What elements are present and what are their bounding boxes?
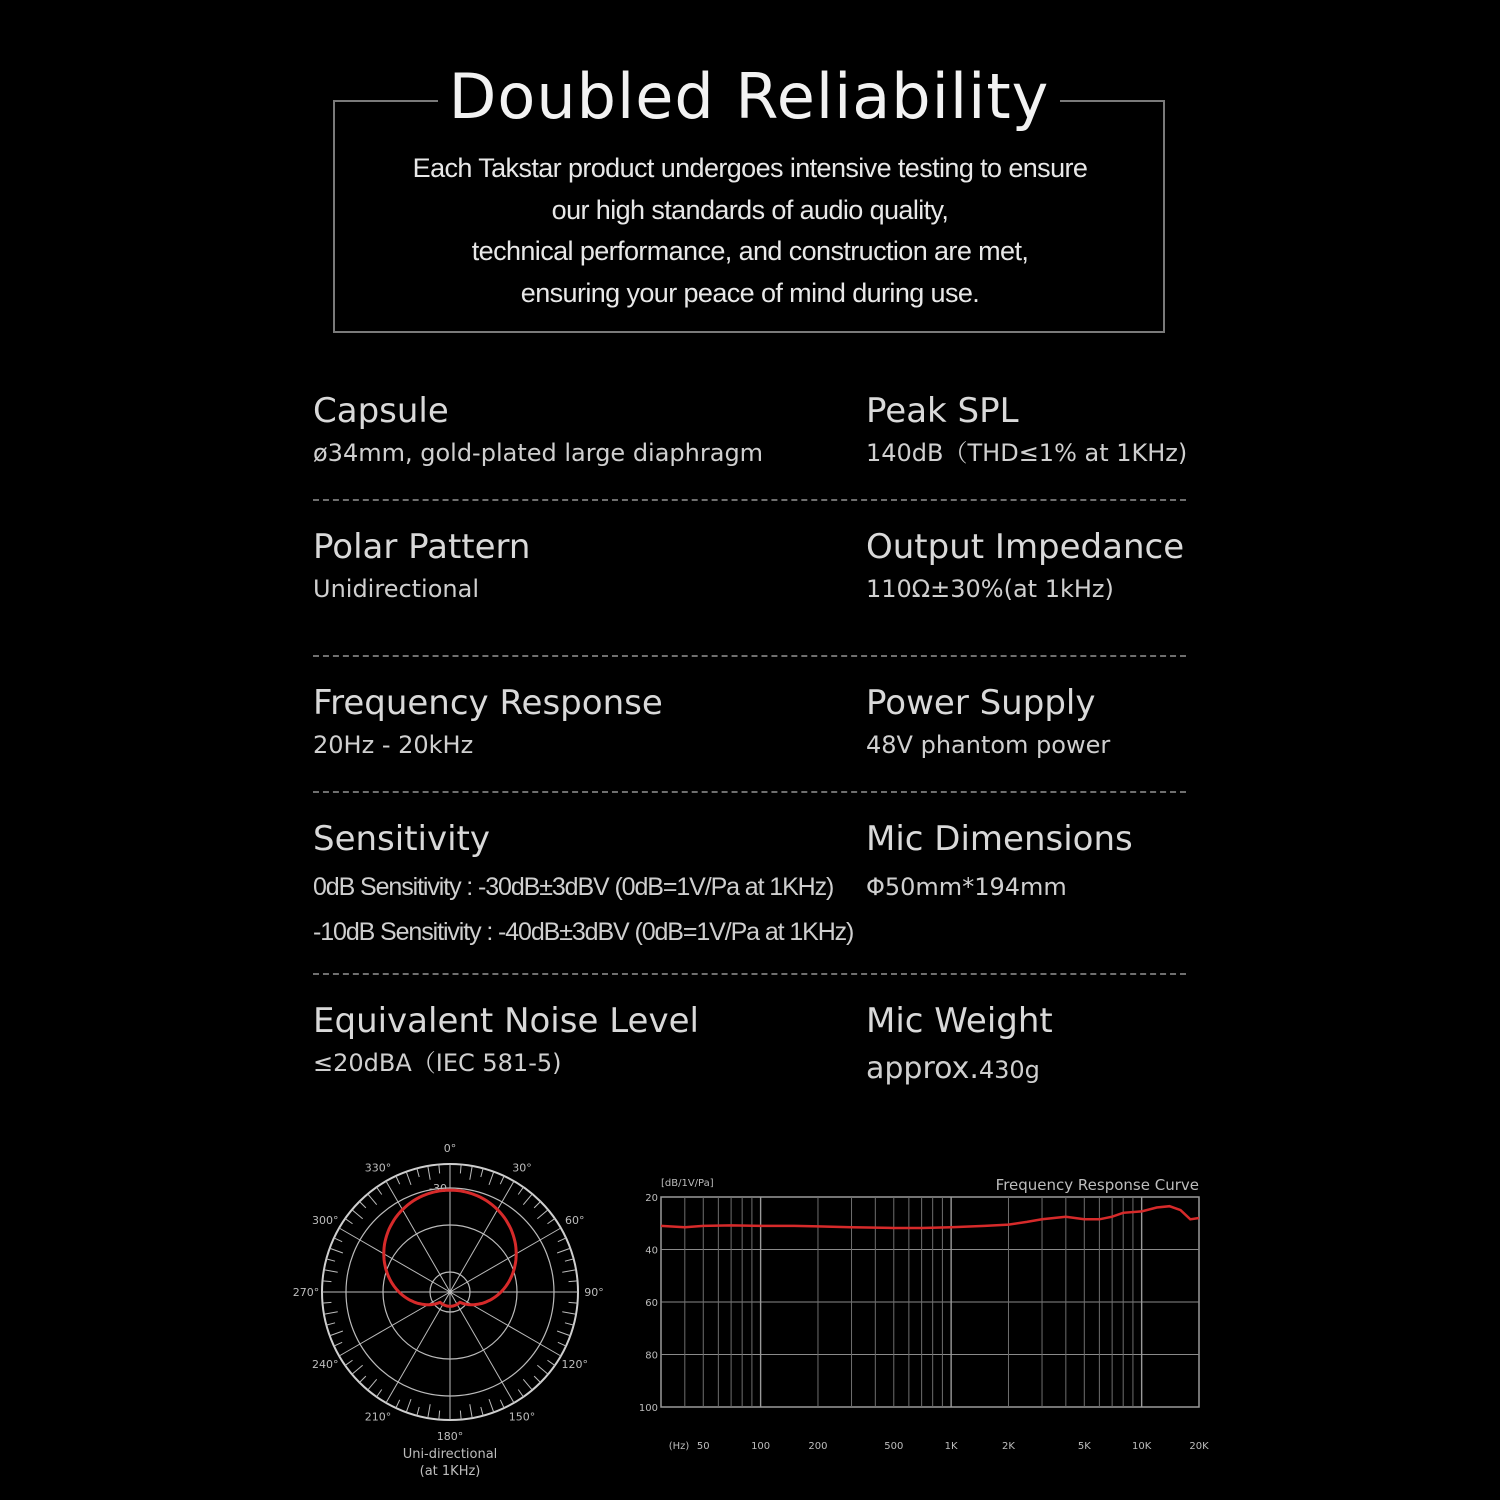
polar-tick (537, 1210, 548, 1219)
x-tick-label: 5K (1077, 1441, 1091, 1452)
polar-spoke (450, 1292, 540, 1344)
spec-noise-level (313, 995, 853, 1079)
polar-tick (417, 1407, 419, 1416)
polar-tick (489, 1172, 494, 1185)
spec-label: Polar Pattern (313, 527, 531, 567)
polar-radial-label: -30 (429, 1182, 447, 1195)
polar-caption: Uni-directional (402, 1447, 498, 1462)
polar-tick (406, 1399, 411, 1412)
spec-table (313, 385, 1186, 1105)
polar-tick (562, 1270, 576, 1272)
weight-amount: 430g (978, 1056, 1040, 1084)
polar-spoke (450, 1240, 540, 1292)
spec-value: 20Hz - 20kHz (313, 731, 474, 759)
polar-tick (339, 1344, 360, 1356)
spec-sensitivity (313, 813, 853, 955)
hero-description (360, 148, 1140, 314)
polar-tick (500, 1176, 504, 1184)
polar-tick (359, 1201, 365, 1207)
polar-tick (518, 1389, 523, 1396)
polar-tick (502, 1181, 514, 1202)
spec-value: -10dB Sensitivity : -40dB±3dBV (0dB=1V/Pa at 1KHz) (313, 918, 854, 946)
polar-tick (470, 1166, 472, 1180)
polar-tick (565, 1323, 574, 1325)
x-tick-label: 50 (696, 1441, 710, 1452)
polar-angle-label: 180° (436, 1430, 464, 1443)
polar-tick (330, 1248, 343, 1253)
polar-tick (569, 1281, 578, 1282)
polar-tick (460, 1411, 461, 1420)
spec-row (313, 521, 1186, 657)
polar-angle-label: 270° (292, 1286, 320, 1299)
spec-polar-pattern (313, 521, 853, 605)
x-tick-label: 1K (944, 1441, 958, 1452)
spec-label: Peak SPL (866, 391, 1019, 431)
spec-mic-weight (866, 995, 1196, 1092)
spec-power-supply (866, 677, 1196, 761)
polar-tick (547, 1360, 554, 1365)
x-axis-unit: (Hz) (668, 1441, 690, 1452)
polar-tick (359, 1376, 365, 1382)
polar-tick (540, 1344, 561, 1356)
polar-spoke (450, 1202, 502, 1292)
polar-angle-label: 240° (312, 1358, 339, 1371)
spec-label: Power Supply (866, 683, 1096, 723)
polar-tick (534, 1201, 540, 1207)
spec-label: Capsule (313, 391, 449, 431)
polar-tick (439, 1411, 440, 1420)
x-tick-label: 500 (884, 1441, 904, 1452)
spec-label: Sensitivity (313, 819, 491, 859)
polar-tick (406, 1172, 411, 1185)
spec-capsule (313, 385, 853, 469)
polar-tick (396, 1176, 400, 1184)
polar-tick (324, 1312, 338, 1314)
polar-tick (334, 1342, 342, 1346)
polar-angle-label: 210° (364, 1410, 392, 1424)
x-tick-label: 2K (1002, 1441, 1015, 1452)
x-tick-label: 10K (1132, 1441, 1152, 1452)
spec-value: 48V phantom power (866, 731, 1111, 759)
y-tick-label: 40 (645, 1245, 658, 1257)
polar-spoke (360, 1240, 450, 1292)
y-tick-label: 100 (638, 1403, 658, 1414)
spec-label: Equivalent Noise Level (313, 1001, 699, 1041)
polar-pattern-chart (280, 1140, 610, 1485)
polar-tick (460, 1164, 461, 1173)
polar-tick (565, 1259, 574, 1261)
polar-angle-label: 90° (584, 1286, 604, 1299)
hero-line: ensuring your peace of mind during use. (520, 277, 980, 308)
polar-tick (502, 1382, 514, 1403)
y-axis-unit: [dB/1V/Pa] (661, 1178, 714, 1189)
polar-angle-label: 150° (508, 1410, 536, 1424)
spec-label: Mic Dimensions (866, 819, 1133, 859)
polar-tick (334, 1238, 342, 1242)
spec-value (866, 1047, 1196, 1092)
polar-angle-label: 60° (564, 1214, 585, 1227)
polar-tick (324, 1270, 338, 1272)
polar-angle-label: 30° (512, 1161, 532, 1175)
polar-tick (377, 1389, 382, 1396)
spec-value: ≤20dBA（IEC 581-5) (313, 1049, 562, 1077)
spec-value: Unidirectional (313, 575, 479, 603)
y-tick-label: 80 (645, 1350, 658, 1362)
polar-tick (345, 1219, 352, 1224)
polar-tick (377, 1187, 382, 1194)
polar-tick (523, 1194, 532, 1205)
frequency-response-chart (630, 1165, 1210, 1465)
hero-line: technical performance, and construction are met, (471, 236, 1029, 266)
polar-tick (489, 1399, 494, 1412)
polar-tick (562, 1312, 576, 1314)
spec-value: ø34mm, gold-plated large diaphragm (313, 439, 764, 467)
polar-tick (428, 1166, 430, 1180)
polar-spoke (360, 1292, 450, 1344)
polar-angle-label: 300° (312, 1214, 339, 1227)
polar-tick (439, 1164, 440, 1173)
polar-tick (558, 1238, 566, 1242)
spec-mic-dimensions (866, 813, 1196, 909)
polar-tick (417, 1168, 419, 1177)
polar-tick (386, 1181, 398, 1202)
hero-line: Each Takstar product undergoes intensive testing to ensure (412, 153, 1088, 183)
spec-output-impedance (866, 521, 1196, 605)
y-tick-label: 60 (645, 1298, 658, 1309)
spec-row (313, 793, 1186, 975)
chart-title: Frequency Response Curve (995, 1176, 1199, 1194)
spec-peak-spl (866, 385, 1196, 469)
polar-tick (558, 1342, 566, 1346)
polar-tick (540, 1228, 561, 1240)
hero-title: Doubled Reliability (438, 56, 1060, 138)
polar-tick (345, 1360, 352, 1365)
polar-angle-label: 0° (443, 1142, 457, 1155)
spec-label: Output Impedance (866, 527, 1185, 567)
polar-tick (339, 1228, 360, 1240)
polar-tick (569, 1302, 578, 1303)
spec-frequency-response (313, 677, 853, 761)
polar-tick (368, 1379, 377, 1390)
polar-tick (326, 1259, 335, 1261)
polar-tick (368, 1194, 377, 1205)
polar-tick (518, 1187, 523, 1194)
polar-tick (534, 1376, 540, 1382)
polar-tick (523, 1379, 532, 1390)
x-tick-label: 200 (808, 1441, 828, 1452)
spec-row (313, 975, 1186, 1105)
polar-tick (330, 1331, 343, 1336)
polar-tick (557, 1331, 570, 1336)
x-tick-label: 100 (751, 1441, 771, 1452)
polar-tick (481, 1407, 483, 1416)
polar-angle-label: 120° (561, 1358, 588, 1371)
polar-tick (352, 1365, 363, 1374)
polar-tick (352, 1210, 363, 1219)
polar-tick (322, 1281, 331, 1282)
polar-angle-label: 330° (364, 1161, 392, 1175)
polar-tick (547, 1219, 554, 1224)
polar-tick (386, 1382, 398, 1403)
polar-tick (537, 1365, 548, 1374)
spec-value: 110Ω±30%(at 1kHz) (866, 575, 1114, 603)
hero-line: our high standards of audio quality, (551, 194, 949, 225)
polar-tick (428, 1404, 430, 1418)
weight-prefix: approx. (866, 1051, 979, 1086)
polar-tick (396, 1400, 400, 1408)
polar-tick (557, 1248, 570, 1253)
x-tick-label: 20K (1189, 1441, 1209, 1452)
polar-caption: (at 1KHz) (419, 1464, 481, 1479)
spec-label: Mic Weight (866, 1001, 1053, 1041)
spec-row (313, 657, 1186, 793)
polar-tick (322, 1302, 331, 1303)
spec-value: 140dB（THD≤1% at 1KHz) (866, 439, 1188, 467)
spec-row (313, 385, 1186, 501)
polar-tick (500, 1400, 504, 1408)
polar-tick (470, 1404, 472, 1418)
polar-spoke (398, 1202, 450, 1292)
spec-value: Φ50mm*194mm (866, 873, 1067, 901)
polar-tick (481, 1168, 483, 1177)
spec-value: 0dB Sensitivity : -30dB±3dBV (0dB=1V/Pa at 1KHz) (313, 873, 834, 901)
y-tick-label: 20 (645, 1193, 658, 1204)
spec-label: Frequency Response (313, 683, 663, 723)
polar-tick (326, 1323, 335, 1325)
